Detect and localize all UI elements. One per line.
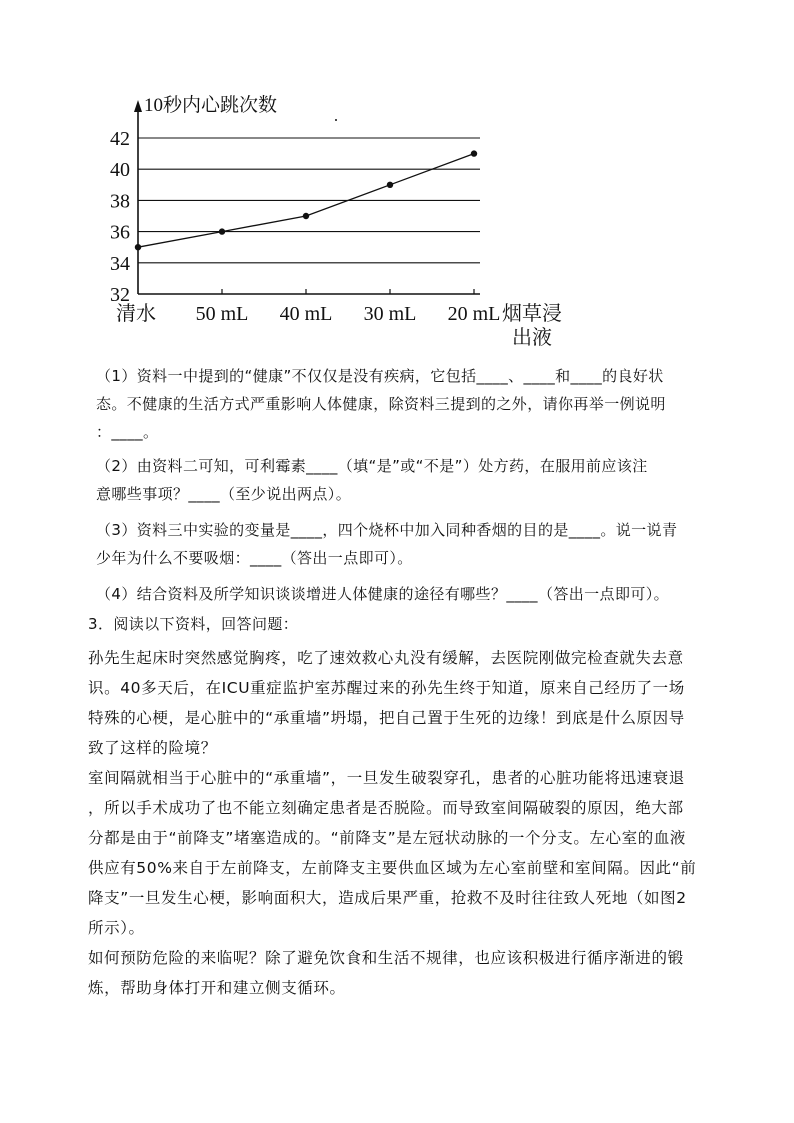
q2-line2: 意哪些事项？____（至少说出两点）。	[96, 485, 352, 503]
x-tick-label: 出液	[512, 327, 552, 349]
y-tick-label: 38	[110, 190, 130, 213]
data-point-3	[387, 182, 393, 188]
chart-grid	[138, 138, 480, 263]
paragraph-1: 孙先生起床时突然感觉胸疼，吃了速效救心丸没有缓解，去医院刚做完检查就失去意 识。40多天后，在ICU重症监护室苏醒过来的孙先生终于知道，原来自己经历了一场 特殊的心梗，是心脏中的“承重墙”坍塌，把自己置于生死的边缘！到底是什么原因导 致了这样的险境？	[88, 649, 685, 757]
x-tick-label: 烟草浸	[502, 303, 562, 325]
y-tick-label: 34	[110, 252, 130, 275]
section-3-heading: 3．阅读以下资料，回答问题：	[88, 615, 299, 633]
data-point-1	[219, 228, 225, 234]
question-1	[96, 362, 706, 446]
x-tick-label: 50 mL	[195, 303, 249, 325]
x-tick-label: 30 mL	[363, 303, 417, 325]
question-4	[96, 580, 706, 608]
data-point-4	[471, 150, 477, 156]
x-tick-label: 40 mL	[279, 303, 333, 325]
y-tick-label: 40	[110, 159, 130, 182]
y-tick-label: 42	[110, 128, 130, 150]
heart-rate-chart	[100, 90, 600, 355]
x-tick-label: 清水	[116, 303, 156, 325]
stray-dot	[335, 119, 337, 121]
paragraph-2: 室间隔就相当于心脏中的“承重墙”，一旦发生破裂穿孔，患者的心脏功能将迅速衰退 ，所以手术成功了也不能立刻确定患者是否脱险。而导致室间隔破裂的原因，绝大部 分都是由于“前降支”堵塞造成的。“前降支”是左冠状动脉的一个分支。左心室的血液 供应有50%来自于左前降支，左前降支主要供血区域为左心室前壁和室间隔。因此“前 降支”一旦发生心梗，影响面积大，造成后果严重，抢救不及时往往致人死地（如图2 所示）。	[88, 769, 697, 937]
paragraph-3: 如何预防危险的来临呢？除了避免饮食和生活不规律，也应该积极进行循序渐进的锻 炼，帮助身体打开和建立侧支循环。	[88, 949, 684, 997]
y-axis-arrow	[134, 100, 142, 112]
q3-line2: 少年为什么不要吸烟：____（答出一点即可）。	[96, 549, 413, 567]
q1-line2: 态。不健康的生活方式严重影响人体健康，除资料三提到的之外，请你再举一例说明	[96, 395, 666, 413]
data-point-0	[135, 244, 141, 250]
y-tick-label: 36	[110, 221, 130, 244]
q3-line1: （3）资料三中实验的变量是____，四个烧杯中加入同种香烟的目的是____。说一说青	[96, 521, 678, 539]
q1-line1: （1）资料一中提到的“健康”不仅仅是没有疾病，它包括____、____和____的良好状	[96, 367, 664, 385]
q4-line1: （4）结合资料及所学知识谈谈增进人体健康的途径有哪些？____（答出一点即可）。	[96, 585, 670, 603]
y-axis-label: 10秒内心跳次数	[144, 95, 278, 116]
q2-line1: （2）由资料二可知，可利霉素____（填“是”或“不是”）处方药，在服用前应该注	[96, 457, 648, 475]
q1-line3: ：____。	[96, 423, 159, 441]
x-tick-label: 20 mL	[447, 303, 501, 325]
data-point-2	[303, 213, 309, 219]
question-2	[96, 452, 706, 508]
question-3	[96, 516, 706, 572]
y-tick-label: 32	[110, 284, 130, 306]
